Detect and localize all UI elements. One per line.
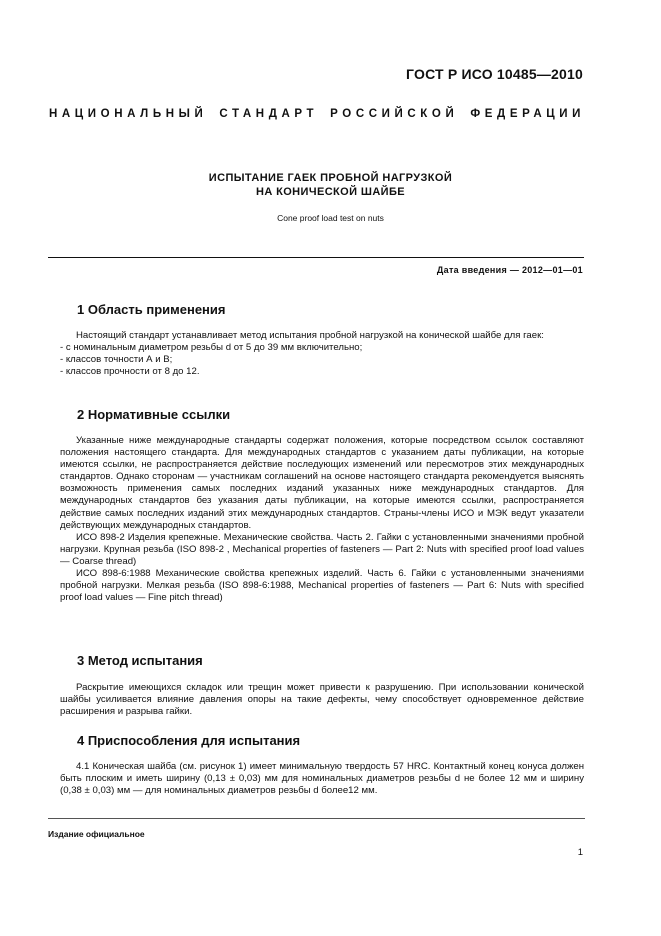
section-2-title: 2 Нормативные ссылки [77,407,231,422]
section-4-paragraph: 4.1 Коническая шайба (см. рисунок 1) имеет минимальную твердость 57 HRC. Контактный конец конуса должен быть плоским и иметь ширину (0,13 ± 0,03) мм для номинальных диаметров резьбы d не более 12 мм и ширину (0,38 ± 0,03) мм — для номинальных диаметров резьбы d более12 мм. [60,761,584,797]
section-3-paragraph: Раскрытие имеющихся складок или трещин может привести к разрушению. При использовании конической шайбы усиливается влияние давления опоры на такие дефекты, чему способствует одновременное действие расширения и разрыва гайки. [60,682,584,718]
section-2-reference-iso-898-2: ИСО 898-2 Изделия крепежные. Механические свойства. Часть 2. Гайки с установленными значениями пробной нагрузки. Крупная резьба (ISO 898-2 , Mechanical properties of fasteners — Part 2: Nuts with specified proof load values — Coarse thread) [60,531,584,567]
section-3-body [60,682,584,718]
english-title: Cone proof load test on nuts [277,213,384,223]
document-title [0,171,661,199]
section-2-paragraph: Указанные ниже международные стандарты содержат положения, которые посредством ссылок составляют положения настоящего стандарта. Для международных стандартов с указанием даты публикации, на которые имеются ссылки, не распространяется действие последующих изменений или пересмотров этих международных стандартов. Однако сторонам — участникам соглашений на основе настоящего стандарта рекомендуется выяснять возможность применения самых последних изданий указанных ниже международных стандартов. Для международных стандартов без указания даты публикации, на которые имеются ссылки, распространяется действие самых последних изданий этих международных стандартов. Страны-члены ИСО и МЭК ведут указатели действующих международных стандартов. [60,435,584,531]
introduction-date: Дата введения — 2012—01—01 [436,265,583,275]
section-3-title: 3 Метод испытания [77,653,203,668]
page-number: 1 [577,847,583,858]
section-4-title: 4 Приспособления для испытания [77,733,301,748]
section-2-reference-iso-898-6: ИСО 898-6:1988 Механические свойства крепежных изделий. Часть 6. Гайки с установленными значениями пробной нагрузки. Мелкая резьба (ISO 898-6:1988, Mechanical properties of fasteners — Part 6: Nuts with specified proof load values — Fine pitch thread) [60,568,584,604]
list-item: - классов точности А и В; [60,354,173,366]
list-item: - классов прочности от 8 до 12. [60,366,200,378]
section-1-intro: Настоящий стандарт устанавливает метод испытания пробной нагрузкой на конической шайбе для гаек: [76,330,544,341]
section-1-body [60,330,584,378]
title-line-1: ИСПЫТАНИЕ ГАЕК ПРОБНОЙ НАГРУЗКОЙ [208,172,453,184]
header-divider [48,257,584,258]
section-4-body [60,761,584,797]
official-edition-note: Издание официальное [48,829,145,839]
section-2-body [60,435,584,604]
footer-divider [48,818,585,819]
national-standard-header: НАЦИОНАЛЬНЫЙ СТАНДАРТ РОССИЙСКОЙ ФЕДЕРАЦИИ [49,108,585,120]
standard-number: ГОСТ Р ИСО 10485—2010 [406,66,583,82]
section-1-title: 1 Область применения [77,302,226,317]
list-item: - с номинальным диаметром резьбы d от 5 до 39 мм включительно; [60,342,363,354]
section-1-list [60,342,584,378]
title-line-2: НА КОНИЧЕСКОЙ ШАЙБЕ [255,186,406,198]
